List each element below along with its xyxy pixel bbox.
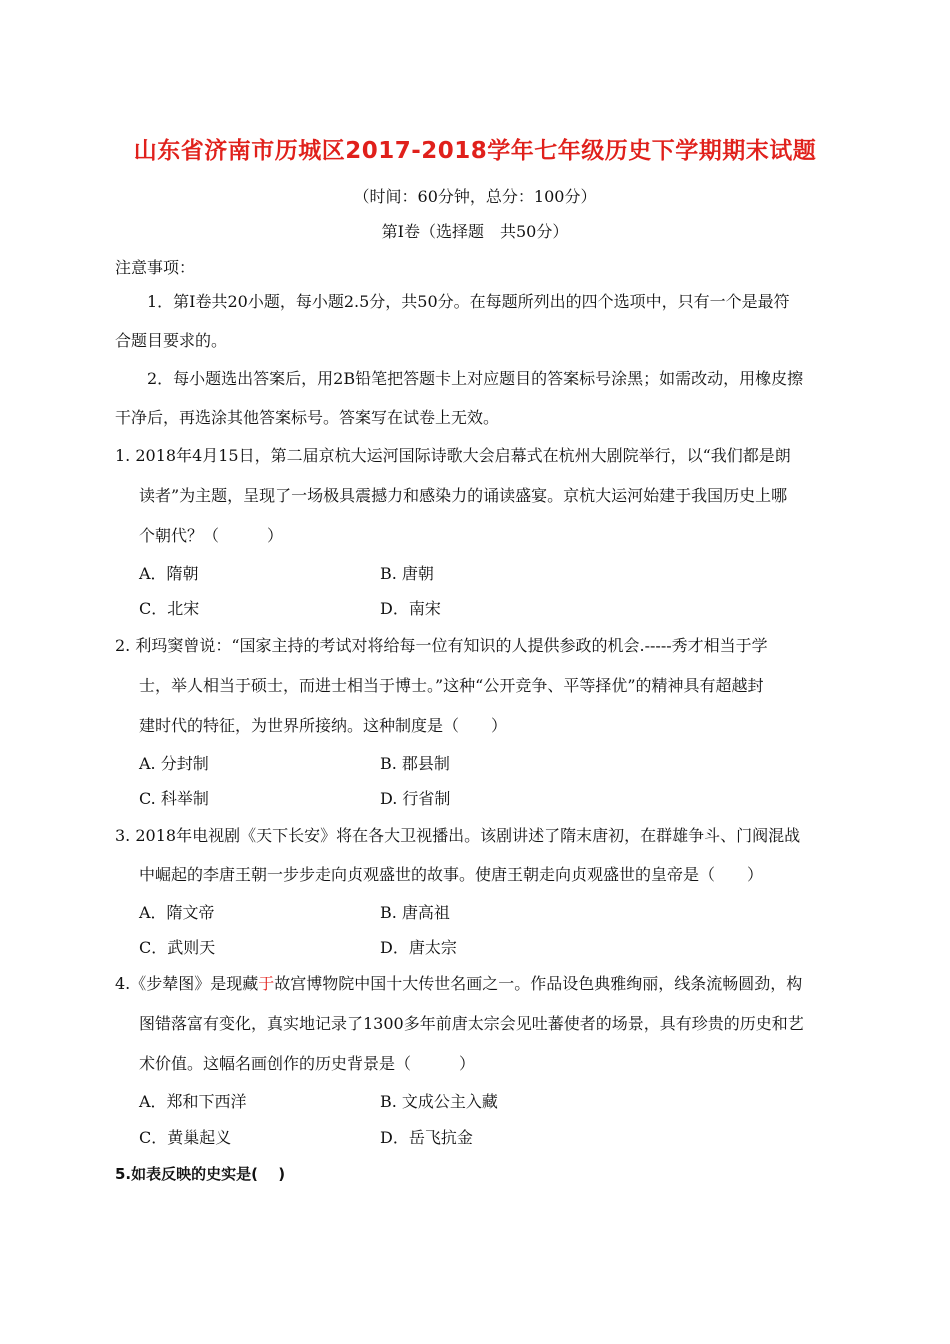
question-1-line-1: 1. 2018年4月15日，第二届京杭大运河国际诗歌大会启幕式在杭州大剧院举行，以“我们都是朗 <box>115 446 791 465</box>
question-4-option-c: C．黄巢起义 <box>139 1128 232 1147</box>
note-2-line-1: 2．每小题选出答案后，用2B铅笔把答题卡上对应题目的答案标号涂黑；如需改动，用橡皮擦 <box>147 369 804 388</box>
question-4-line-1 <box>115 973 802 995</box>
page-title: 山东省济南市历城区2017-2018学年七年级历史下学期期末试题 <box>133 138 817 164</box>
question-1-line-2: 读者”为主题，呈现了一场极具震撼力和感染力的诵读盛宴。京杭大运河始建于我国历史上哪 <box>139 486 788 505</box>
question-1-option-c: C．北宋 <box>139 599 200 618</box>
question-1-line-3: 个朝代？（ ） <box>139 526 284 545</box>
question-4-option-b: B. 文成公主入藏 <box>380 1092 498 1111</box>
question-5-line-1: 5.如表反映的史实是( ) <box>115 1165 286 1183</box>
question-2-option-d: D. 行省制 <box>380 789 451 808</box>
question-4-line-3: 术价值。这幅名画创作的历史背景是（ ） <box>139 1054 476 1073</box>
note-2-line-2: 干净后，再选涂其他答案标号。答案写在试卷上无效。 <box>115 408 500 427</box>
note-1-line-1: 1．第Ⅰ卷共20小题，每小题2.5分，共50分。在每题所列出的四个选项中，只有一个是最符 <box>147 292 790 311</box>
question-3-option-a: A．隋文帝 <box>139 903 215 922</box>
question-3-line-2: 中崛起的李唐王朝一步步走向贞观盛世的故事。使唐王朝走向贞观盛世的皇帝是（ ） <box>139 865 764 884</box>
question-1-option-d: D．南宋 <box>380 599 441 618</box>
note-1-line-2: 合题目要求的。 <box>115 331 228 350</box>
question-2-option-c: C. 科举制 <box>139 789 209 808</box>
question-1-option-b: B. 唐朝 <box>380 564 434 583</box>
question-2-option-b: B. 郡县制 <box>380 754 450 773</box>
notes-heading: 注意事项： <box>115 258 196 277</box>
question-1-option-a: A．隋朝 <box>139 564 199 583</box>
question-4-line-2: 图错落富有变化，真实地记录了1300多年前唐太宗会见吐蕃使者的场景，具有珍贵的历史和艺 <box>139 1014 804 1033</box>
section-heading: 第Ⅰ卷（选择题 共50分） <box>381 222 569 241</box>
question-3-option-d: D．唐太宗 <box>380 938 457 957</box>
question-2-line-1: 2. 利玛窦曾说：“国家主持的考试对将给每一位有知识的人提供参政的机会.-----秀才相当于学 <box>115 636 768 655</box>
question-2-line-3: 建时代的特征，为世界所接纳。这种制度是（ ） <box>139 716 508 735</box>
exam-info: （时间：60分钟，总分：100分） <box>353 187 597 206</box>
question-4-line-1-end: 故宫博物院中国十大传世名画之一。作品设色典雅绚丽，线条流畅圆劲，构 <box>274 974 803 993</box>
question-4-highlight-char: 于 <box>258 974 275 993</box>
question-3-option-b: B. 唐高祖 <box>380 903 450 922</box>
question-3-line-1: 3. 2018年电视剧《天下长安》将在各大卫视播出。该剧讲述了隋末唐初，在群雄争斗、门阀混战 <box>115 826 801 845</box>
question-2-option-a: A. 分封制 <box>139 754 209 773</box>
question-3-option-c: C．武则天 <box>139 938 216 957</box>
question-4-option-d: D．岳飞抗金 <box>380 1128 473 1147</box>
question-4-line-1-start: 4.《步辇图》是现藏 <box>115 974 259 993</box>
question-2-line-2: 士，举人相当于硕士，而进士相当于博士。”这种“公开竞争、平等择优”的精神具有超越封 <box>139 676 764 695</box>
question-4-option-a: A．郑和下西洋 <box>139 1092 247 1111</box>
